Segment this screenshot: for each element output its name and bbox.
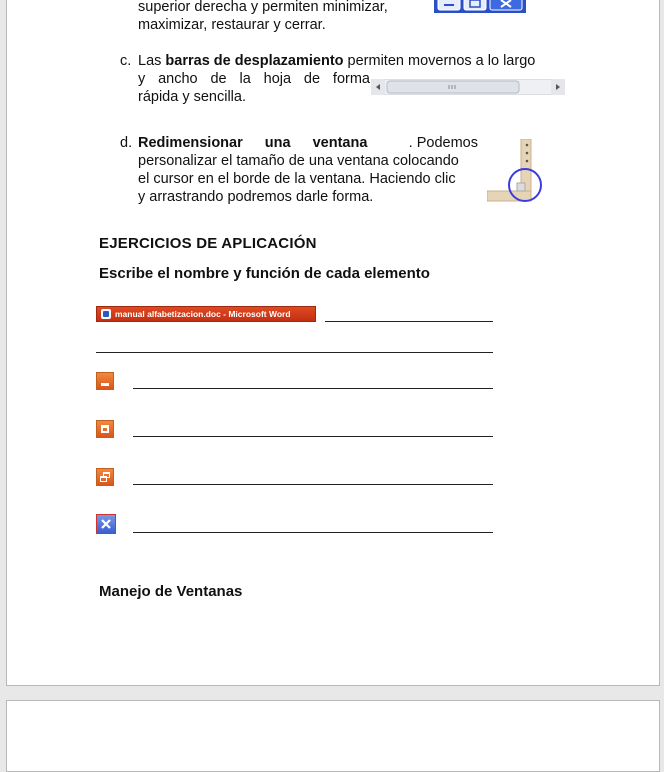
item-c-line1 (138, 53, 578, 71)
item-c-line3: rápida y sencilla. (138, 89, 246, 105)
answer-line-extra (96, 352, 493, 353)
item-d-line1 (138, 135, 478, 153)
minimize-icon (96, 372, 114, 390)
item-d-line2: personalizar el tamaño de una ventana colocando (138, 153, 459, 169)
item-c-line2: y ancho de la hoja de forma (138, 71, 370, 87)
title-bar-image (96, 306, 316, 322)
item-c-marker: c. (120, 53, 132, 69)
answer-line-maximize (133, 436, 493, 437)
window-control-buttons-image (434, 0, 526, 13)
restore-icon (96, 468, 114, 486)
item-d-line4: y arrastrando podremos darle forma. (138, 189, 374, 205)
close-icon (96, 514, 116, 534)
item-b-line2: maximizar, restaurar y cerrar. (138, 17, 326, 33)
item-c-rest: permiten movernos a lo largo (347, 53, 536, 69)
answer-line-title-bar (325, 321, 493, 322)
document-page (6, 0, 660, 686)
word-document-icon (101, 309, 111, 319)
item-d-marker: d. (120, 135, 133, 151)
section-heading-manejo: Manejo de Ventanas (99, 583, 243, 600)
item-c-bold: barras de desplazamiento (165, 53, 344, 69)
answer-line-close (133, 532, 493, 533)
maximize-icon (96, 420, 114, 438)
resize-corner-image (487, 139, 553, 213)
title-bar-caption: manual alfabetizacion.doc - Microsoft Word (115, 309, 291, 319)
item-c-pre: Las (138, 53, 162, 69)
item-d-bold: Redimensionar una ventana (138, 135, 368, 151)
scrollbar-image (371, 79, 565, 95)
item-b-line1: superior derecha y permiten minimizar, (138, 0, 388, 15)
answer-line-minimize (133, 388, 493, 389)
exercises-instruction: Escribe el nombre y función de cada elemento (99, 265, 430, 282)
next-page (6, 700, 660, 772)
exercises-heading: EJERCICIOS DE APLICACIÓN (99, 235, 317, 252)
item-d-line3: el cursor en el borde de la ventana. Haciendo clic (138, 171, 456, 187)
item-d-rest: . Podemos (408, 135, 478, 151)
answer-line-restore (133, 484, 493, 485)
